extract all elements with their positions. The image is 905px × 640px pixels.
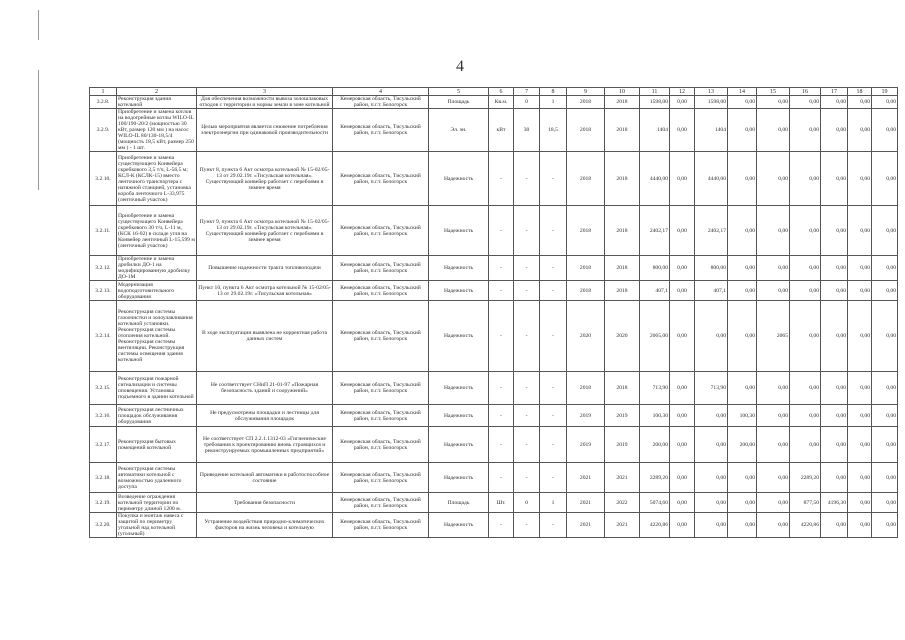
table-row [90, 405, 898, 427]
table-cell: 0,00 [821, 256, 848, 281]
column-number-cell: 13 [695, 88, 728, 96]
table-cell: 2018 [605, 281, 640, 301]
table-cell: 0,00 [821, 96, 848, 109]
table-cell: 800,00 [640, 256, 670, 281]
table-cell: - [489, 301, 514, 372]
table-cell: - [489, 463, 514, 493]
table-cell: 2018 [567, 256, 605, 281]
table-cell: 0,00 [757, 463, 790, 493]
table-cell: 0,00 [821, 281, 848, 301]
table-cell: 407,1 [695, 281, 728, 301]
table-cell: Надежность [429, 463, 489, 493]
table-cell: Модернизация водоподготовительного оборудования [117, 281, 197, 301]
table-cell: 2018 [567, 281, 605, 301]
column-number-cell: 2 [117, 88, 197, 96]
table-cell: 0,00 [848, 152, 872, 206]
table-cell: 0,00 [790, 256, 821, 281]
table-cell: 0,00 [848, 96, 872, 109]
table-cell: Устранение воздействия природно-климатических факторов на жизнь человека и котельную [197, 513, 333, 538]
table-row [90, 513, 898, 538]
table-cell: 2018 [605, 96, 640, 109]
column-number-row [90, 88, 898, 96]
table-cell: - [540, 372, 567, 405]
table-row [90, 463, 898, 493]
table-cell: 0,00 [821, 301, 848, 372]
table-cell: Приобретение и замена котлов на водогрейные котлы WILO-IL 100/190-20/2 (мощностью 30 кВт, размер 120 мм ) на насос WILO-IL 80/130-18,5/4 (мощность 18,5 кВт, размер 250 мм ) - 1 шт. [117, 109, 197, 152]
table-cell: 0,00 [695, 493, 728, 513]
column-number-cell: 7 [514, 88, 540, 96]
table-cell: 2018 [605, 372, 640, 405]
table-cell: - [540, 206, 567, 256]
table-cell: 0,00 [848, 109, 872, 152]
table-cell: 100,30 [640, 405, 670, 427]
table-cell: - [514, 463, 540, 493]
table-cell: 0,00 [757, 152, 790, 206]
table-cell: Приобретение и замена существующего Конвейера скребкового 3,5 т/ч, L-56,5 м; КСЛ-К (КСЛК-15) вместо ленточного транспортера с натяжной станцией, установка короба ленточного L-33,975 (ленточный участок) [117, 152, 197, 206]
table-cell: 2020 [567, 301, 605, 372]
table-cell: 0,00 [821, 427, 848, 463]
table-cell: 0,00 [695, 301, 728, 372]
table-cell: 0,00 [821, 372, 848, 405]
scan-edge-line [38, 70, 39, 190]
table-cell: - [540, 152, 567, 206]
table-cell: - [540, 301, 567, 372]
table-cell: 0,00 [821, 463, 848, 493]
table-cell: 0,00 [872, 372, 898, 405]
table-cell: 0,00 [790, 152, 821, 206]
table-cell: Повышение надежности тракта топливоподачи [197, 256, 333, 281]
table-row [90, 256, 898, 281]
table-cell: 2018 [605, 109, 640, 152]
table-cell: 0 [514, 493, 540, 513]
table-row [90, 96, 898, 109]
table-cell: 2021 [567, 493, 605, 513]
table-cell: 3.2.12. [90, 256, 117, 281]
table-cell: - [514, 152, 540, 206]
table-cell: 0,00 [757, 206, 790, 256]
column-number-cell: 15 [757, 88, 790, 96]
table-row [90, 206, 898, 256]
table-cell: - [514, 281, 540, 301]
table-cell: 0,00 [728, 256, 757, 281]
table-cell: 0,00 [790, 109, 821, 152]
table-cell: Надежность [429, 427, 489, 463]
column-number-cell: 6 [489, 88, 514, 96]
table-cell: 0,00 [728, 281, 757, 301]
table-cell: - [540, 427, 567, 463]
table-cell: 0,00 [757, 281, 790, 301]
table-cell: - [540, 281, 567, 301]
table-cell: 877,50 [790, 493, 821, 513]
table-cell: 3.2.18. [90, 463, 117, 493]
table-cell: Эл. эн. [429, 109, 489, 152]
table-cell: Реконструкция пожарной сигнализации и системы оповещения. Установка подъемного в здании котельной [117, 372, 197, 405]
column-number-cell: 3 [197, 88, 333, 96]
table-cell: 3.2.8. [90, 96, 117, 109]
table-cell: - [514, 256, 540, 281]
table-cell: 407,1 [640, 281, 670, 301]
table-cell: Не предусмотрены площадки и лестницы для обслуживания площадок [197, 405, 333, 427]
table-cell: 3.2.11. [90, 206, 117, 256]
table-cell: кВт [489, 109, 514, 152]
table-cell: 0,00 [670, 427, 695, 463]
table-cell: Целью мероприятия является снижение потребления электроэнергии при одинаковой производительности [197, 109, 333, 152]
table-row [90, 493, 898, 513]
table-cell: 0,00 [670, 405, 695, 427]
table-cell: - [489, 372, 514, 405]
table-cell: 4440,00 [695, 152, 728, 206]
table-cell: - [489, 513, 514, 538]
table-cell: 0,00 [728, 493, 757, 513]
table-cell: 0,00 [728, 96, 757, 109]
table-cell: 2019 [567, 405, 605, 427]
table-cell: Кемеровская область, Тисульский район, п.г.т. Белогорск [333, 463, 429, 493]
table-cell: 200,00 [728, 427, 757, 463]
table-cell: 0,00 [670, 109, 695, 152]
table-cell: Надежность [429, 405, 489, 427]
column-number-cell: 4 [333, 88, 429, 96]
table-cell: 3.2.19. [90, 493, 117, 513]
table-cell: 0,00 [872, 152, 898, 206]
table-cell: 0,00 [670, 463, 695, 493]
table-row [90, 301, 898, 372]
column-number-cell: 11 [640, 88, 670, 96]
table-cell: Кемеровская область, Тисульский район, п.г.т. Белогорск [333, 109, 429, 152]
table-cell: Возведение ограждения котельной территории по периметру длиной 1200 м. [117, 493, 197, 513]
table-cell: 2018 [605, 152, 640, 206]
table-cell: 0,00 [728, 301, 757, 372]
table-cell: - [489, 256, 514, 281]
column-number-cell: 16 [790, 88, 821, 96]
table-cell: 2021 [567, 513, 605, 538]
table-cell: 2021 [605, 463, 640, 493]
table-cell: 0,00 [728, 372, 757, 405]
table-cell: - [514, 427, 540, 463]
table-cell: 1598,00 [695, 96, 728, 109]
table-cell: 0,00 [695, 427, 728, 463]
table-cell: 0,00 [757, 513, 790, 538]
table-cell: Кемеровская область, Тисульский район, п.г.т. Белогорск [333, 372, 429, 405]
table-cell: Реконструкция системы автоматики котельной с возможностью удаленного доступа [117, 463, 197, 493]
table-cell: 0,00 [670, 281, 695, 301]
table-cell: - [514, 513, 540, 538]
table-cell: Кемеровская область, Тисульский район, п.г.т. Белогорск [333, 405, 429, 427]
table-cell: Кв.м. [489, 96, 514, 109]
table-cell: 2018 [567, 109, 605, 152]
table-cell: 0,00 [848, 256, 872, 281]
table-cell: 0,00 [728, 463, 757, 493]
table-cell: 0,00 [670, 513, 695, 538]
table-cell: - [540, 463, 567, 493]
table-cell: 0,00 [757, 405, 790, 427]
table-cell: Надежность [429, 301, 489, 372]
table-cell: 2402,17 [640, 206, 670, 256]
table-cell: 200,00 [640, 427, 670, 463]
table-cell: - [489, 405, 514, 427]
table-cell: 0,00 [670, 96, 695, 109]
table-cell: Надежность [429, 372, 489, 405]
table-cell: 30 [514, 109, 540, 152]
table-cell: 0,00 [848, 405, 872, 427]
table-row [90, 427, 898, 463]
table-cell: 0,00 [848, 463, 872, 493]
table-cell: 0 [514, 96, 540, 109]
table-cell: 0,00 [757, 96, 790, 109]
table-cell: 0,00 [757, 256, 790, 281]
table-cell: 0,00 [670, 493, 695, 513]
table-cell: Реконструкция лестничных площадок обслуживания оборудования [117, 405, 197, 427]
table-cell: 2289,20 [640, 463, 670, 493]
table-cell: 2022 [605, 493, 640, 513]
table-cell: 3.2.13. [90, 281, 117, 301]
table-cell: Шт. [489, 493, 514, 513]
table-cell: 2019 [605, 427, 640, 463]
table-cell: 2018 [567, 152, 605, 206]
table-cell: 0,00 [790, 96, 821, 109]
table-cell: Кемеровская область, Тисульский район, п.г.т. Белогорск [333, 493, 429, 513]
table-cell: Приобретение и замена дробилки ДО-1 на модифицированную дробилку ДО-1М [117, 256, 197, 281]
table-cell: 0,00 [821, 152, 848, 206]
table-cell: 0,00 [670, 206, 695, 256]
table-cell: 0,00 [670, 152, 695, 206]
table-cell: Кемеровская область, Тисульский район, п.г.т. Белогорск [333, 427, 429, 463]
table-cell: Приведение котельной автоматики в работоспособное состояние [197, 463, 333, 493]
table-cell: Площадь [429, 493, 489, 513]
column-number-cell: 8 [540, 88, 567, 96]
table-cell: 3.2.17. [90, 427, 117, 463]
table-cell: Кемеровская область, Тисульский район, п.г.т. Белогорск [333, 96, 429, 109]
table-cell: Надежность [429, 152, 489, 206]
table-cell: 0,00 [695, 405, 728, 427]
table-cell: Кемеровская область, Тисульский район, п.г.т. Белогорск [333, 301, 429, 372]
table-cell: 2402,17 [695, 206, 728, 256]
column-number-cell: 10 [605, 88, 640, 96]
table-cell: 1 [540, 493, 567, 513]
table-cell: 0,00 [790, 301, 821, 372]
table-cell: 0,00 [821, 206, 848, 256]
table-cell: 3.2.10. [90, 152, 117, 206]
table-cell: 0,00 [790, 281, 821, 301]
table-cell: 0,00 [872, 513, 898, 538]
table-cell: В ходе эксплуатации выявлена не корректная работа данных систем [197, 301, 333, 372]
table-cell: 5074,60 [640, 493, 670, 513]
table-row [90, 372, 898, 405]
page-number: 4 [456, 58, 464, 75]
table-cell: 3.2.20. [90, 513, 117, 538]
table-body [90, 88, 898, 538]
column-number-cell: 1 [90, 88, 117, 96]
table-cell: 3.2.9. [90, 109, 117, 152]
table-cell: 3.2.15. [90, 372, 117, 405]
table-cell: 2021 [567, 463, 605, 493]
table-cell: 0,00 [757, 109, 790, 152]
table-cell: - [489, 427, 514, 463]
table-cell: 2018 [567, 206, 605, 256]
table-cell: 2019 [605, 405, 640, 427]
table-cell: Надежность [429, 513, 489, 538]
table-cell: 0,00 [790, 206, 821, 256]
table-cell: 0,00 [872, 109, 898, 152]
table-cell: - [540, 513, 567, 538]
table-cell: 0,00 [872, 427, 898, 463]
table-cell: 0,00 [848, 206, 872, 256]
table-row [90, 109, 898, 152]
table-cell: 0,00 [757, 427, 790, 463]
table-cell: 0,00 [872, 206, 898, 256]
table-cell: 2018 [567, 372, 605, 405]
table-cell: 2065,00 [640, 301, 670, 372]
table-cell: 0,00 [757, 372, 790, 405]
table-cell: 0,00 [848, 281, 872, 301]
column-number-cell: 12 [670, 88, 695, 96]
table-cell: Не соответствует СП 2.2.1.1312-03 «Гигиенические требования к проектированию вновь строящихся и реконструируемых промышленных предприятий» [197, 427, 333, 463]
table-cell: 0,00 [872, 493, 898, 513]
column-number-cell: 5 [429, 88, 489, 96]
table-cell: 2020 [605, 301, 640, 372]
table-cell: 0,00 [670, 256, 695, 281]
table-cell: 0,00 [872, 281, 898, 301]
table-cell: 0,00 [848, 301, 872, 372]
table-cell: Требования безопасности [197, 493, 333, 513]
table-cell: 0,00 [790, 372, 821, 405]
table-cell: Площадь [429, 96, 489, 109]
table-cell: 0,00 [790, 405, 821, 427]
table-cell: - [489, 206, 514, 256]
table-row [90, 281, 898, 301]
table-cell: - [514, 206, 540, 256]
table-cell: 0,00 [728, 109, 757, 152]
table-cell: 2065 [757, 301, 790, 372]
table-cell: Кемеровская область, Тисульский район, п.г.т. Белогорск [333, 152, 429, 206]
column-number-cell: 14 [728, 88, 757, 96]
table-cell: 1 [540, 96, 567, 109]
table-cell: - [514, 405, 540, 427]
table-cell: 1404 [695, 109, 728, 152]
table-cell: Надежность [429, 281, 489, 301]
table-cell: - [514, 372, 540, 405]
table-cell: 713,90 [695, 372, 728, 405]
table-cell: Надежность [429, 256, 489, 281]
table-cell: 0,00 [728, 206, 757, 256]
table-cell: - [514, 301, 540, 372]
table-cell: 18,5 [540, 109, 567, 152]
table-cell: 800,00 [695, 256, 728, 281]
table-cell: Реконструкция здания котельной [117, 96, 197, 109]
table-cell: 2021 [605, 513, 640, 538]
table-cell: 0,00 [872, 96, 898, 109]
table-cell: 4220,86 [640, 513, 670, 538]
table-cell: Кемеровская область, Тисульский район, п.г.т. Белогорск [333, 513, 429, 538]
table-cell: Пункт 8, пункта 6 Акт осмотра котельной № 15-02/05-13 от 29.02.19г. «Тисульская котельная». Существующий конвейер работает с перебоями в зимнее время [197, 152, 333, 206]
investment-program-table [89, 87, 898, 538]
table-cell: 713,90 [640, 372, 670, 405]
table-cell: - [540, 405, 567, 427]
table-cell: 2018 [567, 96, 605, 109]
table-cell: Не соответствует СНиП 21-01-97 «Пожарная безопасность зданий и сооружений» [197, 372, 333, 405]
table-cell: Пункт 10, пункта 6 Акт осмотра котельной № 15-02/05-13 от 29.02.19г. «Тисульская котельная» [197, 281, 333, 301]
table-cell: 1404 [640, 109, 670, 152]
table-cell: 0,00 [821, 513, 848, 538]
table-cell: 0,00 [872, 405, 898, 427]
table-cell: - [540, 256, 567, 281]
table-cell: 0,00 [848, 493, 872, 513]
table-cell: 0,00 [821, 405, 848, 427]
table-cell: 0,00 [848, 427, 872, 463]
table-cell: - [489, 281, 514, 301]
table-cell: Пункт 9, пункта 6 Акт осмотра котельной № 15-02/05-13 от 29.02.19г. «Тисульская котельная». Существующий конвейер работает с перебоями в зимнее время [197, 206, 333, 256]
table-cell: 0,00 [670, 372, 695, 405]
table-cell: Кемеровская область, Тисульский район, п.г.т. Белогорск [333, 206, 429, 256]
table-cell: 0,00 [872, 256, 898, 281]
column-number-cell: 9 [567, 88, 605, 96]
column-number-cell: 17 [821, 88, 848, 96]
table-cell: 0,00 [670, 301, 695, 372]
table-cell: Приобретение и замена существующего Конвейера скребкового 30 т/ч, L-11 м, (КСК 16-02) в складе угля на Конвейер ленточный L-15,599 м (ленточный участок) [117, 206, 197, 256]
table-cell: 2018 [605, 256, 640, 281]
table-cell: 0,00 [790, 427, 821, 463]
table-cell: 2289,20 [790, 463, 821, 493]
table-cell: 0,00 [728, 152, 757, 206]
table-cell: - [489, 152, 514, 206]
table-cell: 100,30 [728, 405, 757, 427]
table-cell: 4196,30 [821, 493, 848, 513]
table-cell: 3.2.16. [90, 405, 117, 427]
table-cell: 0,00 [728, 513, 757, 538]
table-cell: Кемеровская область, Тисульский район, п.г.т. Белогорск [333, 256, 429, 281]
table-cell: 0,00 [821, 109, 848, 152]
table-cell: Кемеровская область, Тисульский район, п.г.т. Белогорск [333, 281, 429, 301]
table-row [90, 152, 898, 206]
column-number-cell: 18 [848, 88, 872, 96]
scan-edge-line [38, 10, 39, 40]
table-cell: 2019 [567, 427, 605, 463]
table-cell: 0,00 [757, 493, 790, 513]
table-cell: 4220,86 [790, 513, 821, 538]
table-cell: 0,00 [695, 513, 728, 538]
table-cell: Реконструкция системы газоочистки и золоулавливания котельной установки. Реконструкция системы отопления котельной. Реконструкция системы вентиляции. Реконструкция системы освещения здания котельной [117, 301, 197, 372]
table-cell: 1598,00 [640, 96, 670, 109]
column-number-cell: 19 [872, 88, 898, 96]
table-cell: 4440,00 [640, 152, 670, 206]
table-cell: Для обеспечения возможности вывоза золошлаковых отходов с территории и нормы земли в зоне котельной [197, 96, 333, 109]
table-cell: 3.2.14. [90, 301, 117, 372]
table-cell: 0,00 [848, 372, 872, 405]
table-cell: Реконструкция бытовых помещений котельной [117, 427, 197, 463]
table-cell: 2018 [605, 206, 640, 256]
table-cell: 0,00 [848, 513, 872, 538]
table-cell: 0,00 [695, 463, 728, 493]
table-cell: 0,00 [872, 301, 898, 372]
table-cell: Покупка и монтаж навеса с защитой по периметру угольной над котельной (угольный) [117, 513, 197, 538]
table-cell: 0,00 [872, 463, 898, 493]
table-cell: Надежность [429, 206, 489, 256]
